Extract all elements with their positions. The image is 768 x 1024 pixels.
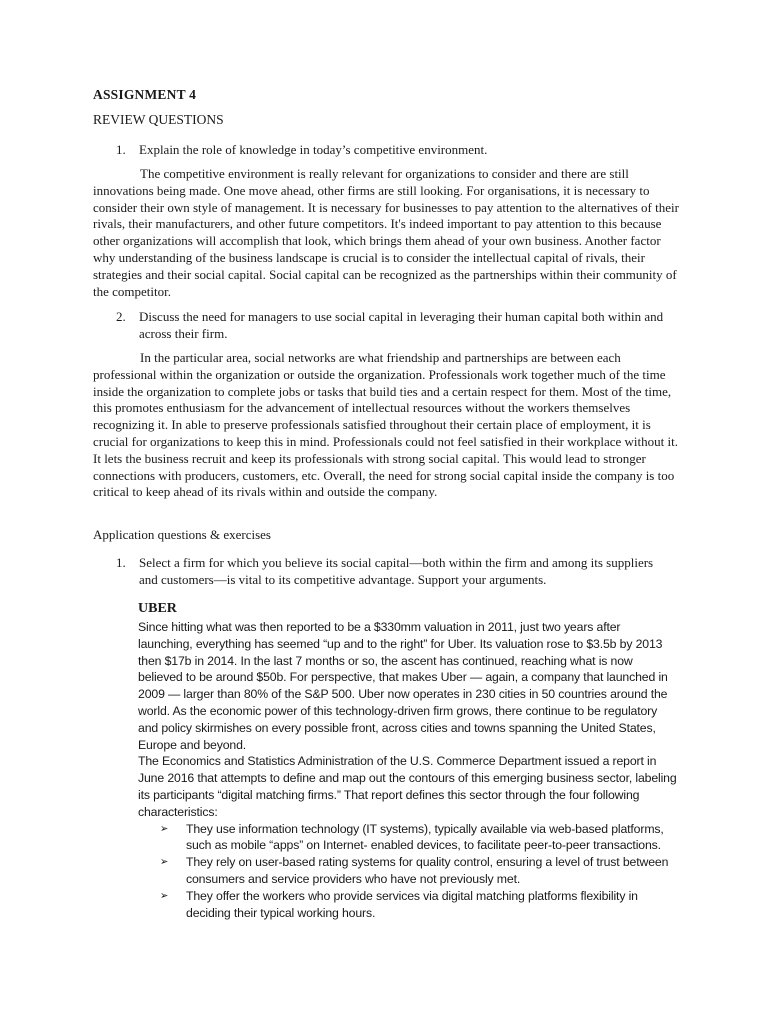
list-item: ➢ They rely on user-based rating systems for quality control, ensuring a level of trust between consumers and service providers who have not previously met. xyxy=(160,855,669,886)
question-text: Discuss the need for managers to use social capital in leveraging their human capital both within and across their firm. xyxy=(139,309,664,341)
arrow-bullet-icon: ➢ xyxy=(160,822,169,835)
question-2 xyxy=(116,308,676,344)
question-1 xyxy=(116,141,676,159)
answer-text: In the particular area, social networks are what friendship and partnerships are between each professional within the organization or outside the organization. Professionals work together much of the time inside the organization to complete jobs or tasks that build ties and a certain respect for them. Most of the time, this promotes enthusiasm for the advancement of intellectual resources without the workers themselves recognizing it. In able to preserve professionals satisfied throughout their certain place of employment, it is crucial for organizations to keep this in mind. Professionals could not feel satisfied in their workplace without it. It lets the business recruit and keep its professionals with strong social capital. This would lead to stronger connections with producers, customers, etc. Overall, the need for strong social capital inside the company is too critical to keep ahead of its rivals within and outside the company. xyxy=(93,350,678,500)
uber-heading: UBER xyxy=(138,601,177,616)
characteristics-list xyxy=(138,821,678,922)
assignment-title: ASSIGNMENT 4 xyxy=(93,87,197,102)
question-text: Select a firm for which you believe its social capital—both within the firm and among its suppliers and customers—is vital to its competitive advantage. Support your arguments. xyxy=(139,555,654,587)
arrow-bullet-icon: ➢ xyxy=(160,856,169,869)
list-item: ➢ They use information technology (IT systems), typically available via web-based platforms, such as mobile “apps” on Internet- enabled devices, to facilitate peer-to-peer transactions. xyxy=(160,821,664,853)
question-number: 1. xyxy=(116,555,126,570)
question-text: Explain the role of knowledge in today’s competitive environment. xyxy=(139,142,488,157)
section-heading-review: REVIEW QUESTIONS xyxy=(93,112,224,127)
question-number: 1. xyxy=(116,142,126,157)
list-item: ➢ They offer the workers who provide services via digital matching platforms flexibility in deciding their typical working hours. xyxy=(160,888,638,920)
answer-text: The competitive environment is really relevant for organizations to consider and there are still innovations being made. One move ahead, other firms are still looking. For organisations, it is necessary to consider their own style of management. It is necessary for businesses to pay attention to the alternatives of their rivals, their manufacturers, and other future competitors. It's indeed important to pay attention to this because other organizations will accomplish that look, which brings them ahead of your own business. Another factor why understanding of the business landscape is crucial is to consider the intellectual capital of rivals, their strategies and their social capital. Social capital can be recognized as the partnerships within their community of the competitor. xyxy=(93,166,679,299)
answer-2-paragraph xyxy=(93,350,683,501)
arrow-bullet-icon: ➢ xyxy=(160,889,169,902)
answer-1-paragraph xyxy=(93,166,683,300)
uber-section xyxy=(138,619,678,921)
uber-paragraph-2: The Economics and Statistics Administration of the U.S. Commerce Department issued a report in June 2016 that attempts to define and map out the contours of this emerging business sector, labeling its participants “digital matching firms.” That report defines this sector through the four following characteristics: xyxy=(138,754,677,819)
section-heading-application: Application questions & exercises xyxy=(93,527,271,542)
application-question-1 xyxy=(116,554,676,590)
uber-paragraph-1: Since hitting what was then reported to be a $330mm valuation in 2011, just two years after launching, everything has seemed “up and to the right” for Uber. Its valuation rose to $3.5b by 2013 then $17b in 2014. In the last 7 months or so, the ascent has continued, reaching what is now believed to be around $50b. For perspective, that makes Uber — again, a company that launched in 2009 — larger than 80% of the S&P 500. Uber now operates in 230 cities in 50 countries around the world. As the economic power of this technology-driven firm grows, there continue to be regulatory and policy skirmishes on every possible front, across cities and towns spanning the United States, Europe and beyond. xyxy=(138,620,668,752)
question-number: 2. xyxy=(116,309,126,324)
